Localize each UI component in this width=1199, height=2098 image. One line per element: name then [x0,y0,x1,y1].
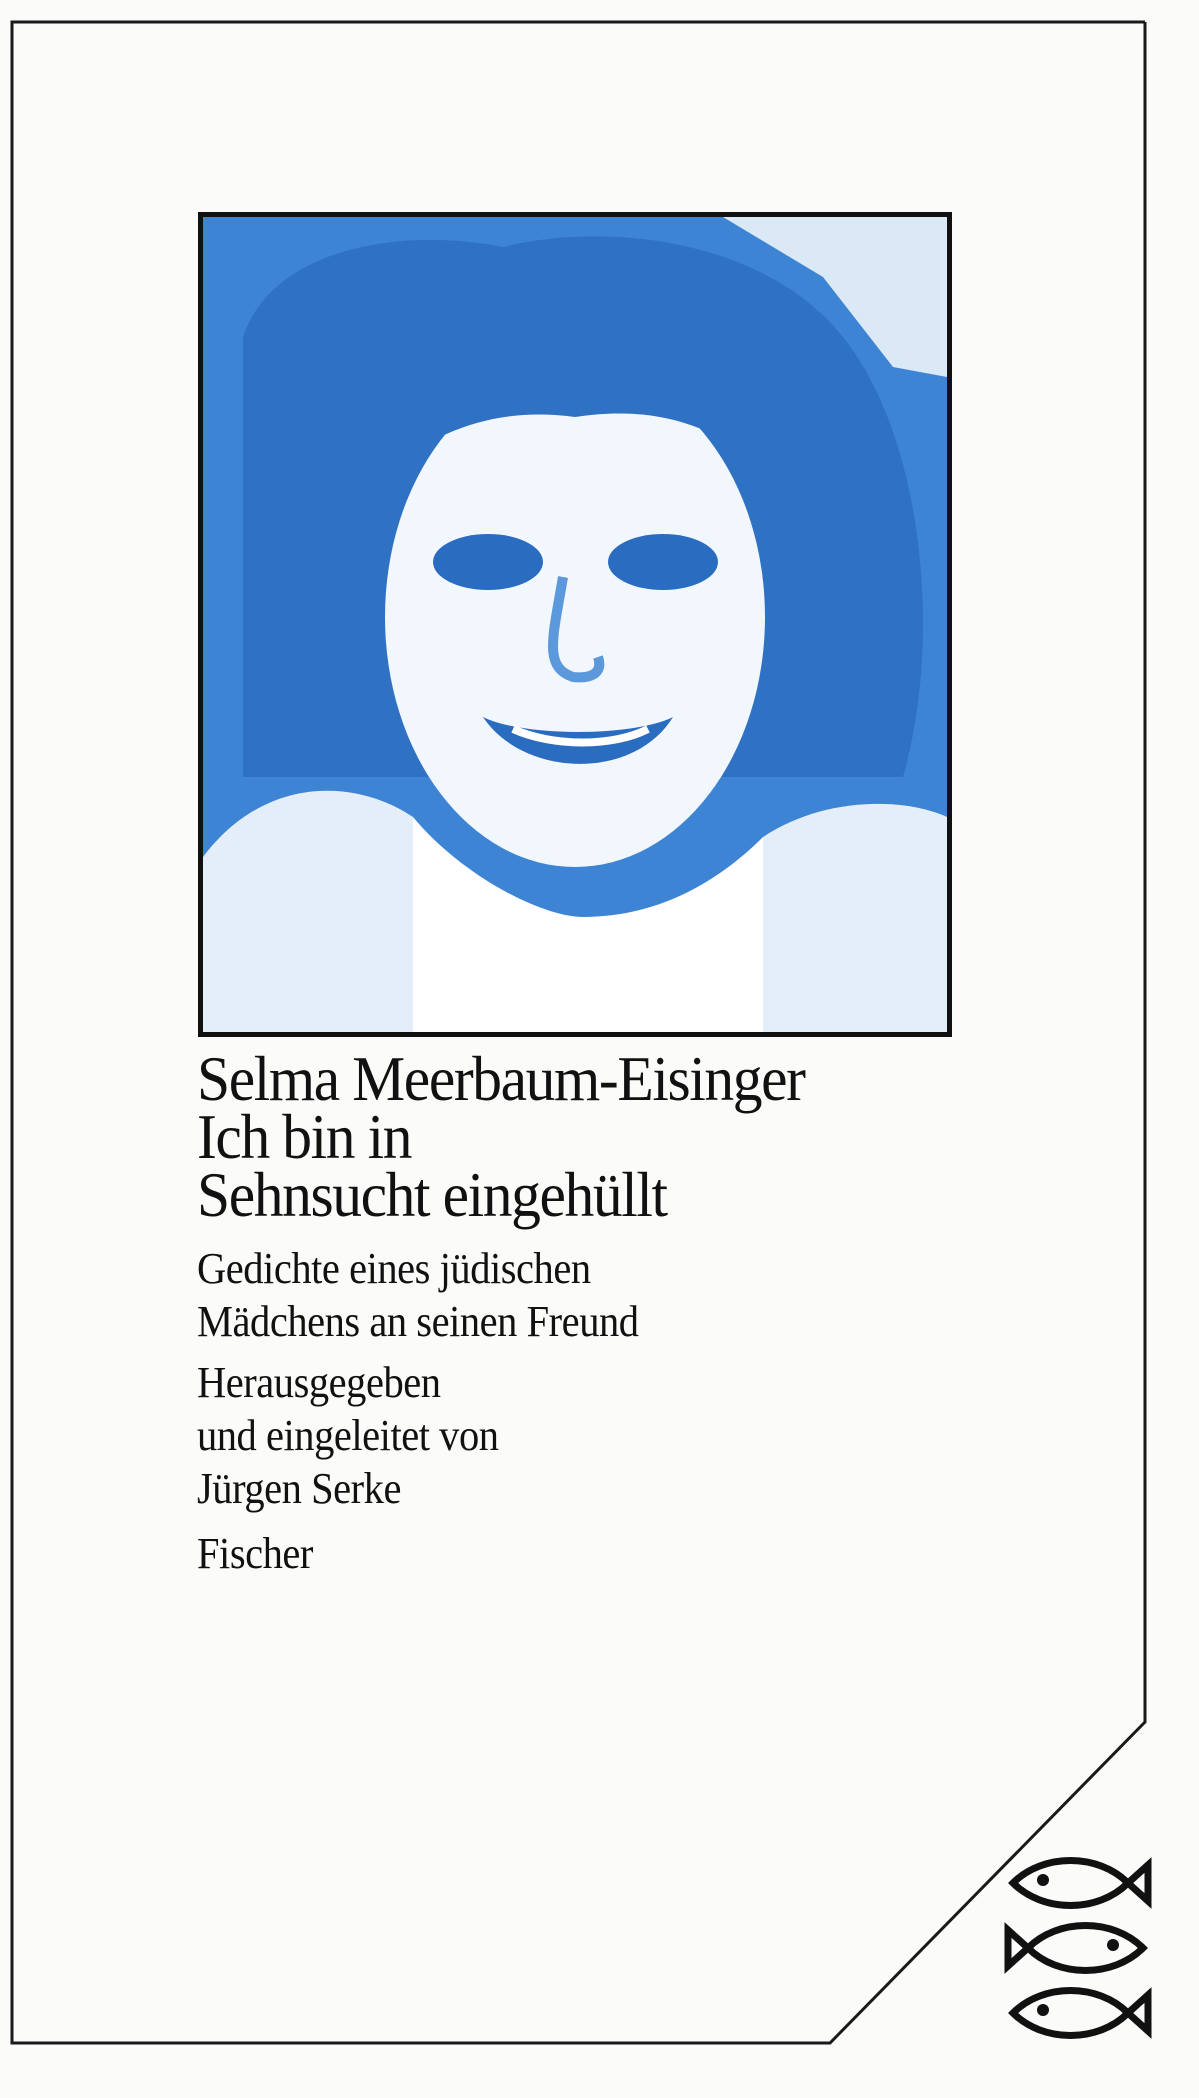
subtitle-line-2: Mädchens an seinen Freund [197,1297,639,1346]
subtitle-line-1: Gedichte eines jüdischen [197,1244,591,1293]
book-title-line-2: Sehnsucht eingehüllt [197,1159,667,1230]
book-title-line-1: Ich bin in [197,1101,412,1172]
editor-line-1: Herausgegeben [197,1358,441,1407]
cover-text-block [197,1043,997,1580]
editor-line-2: und eingeleitet von [197,1411,499,1460]
author-portrait-photo [198,212,952,1037]
publisher-name: Fischer [197,1529,313,1578]
fischer-three-fish-icon [1003,1853,1153,2043]
author-name: Selma Meerbaum-Eisinger [197,1043,805,1114]
editor-name: Jürgen Serke [197,1464,401,1513]
